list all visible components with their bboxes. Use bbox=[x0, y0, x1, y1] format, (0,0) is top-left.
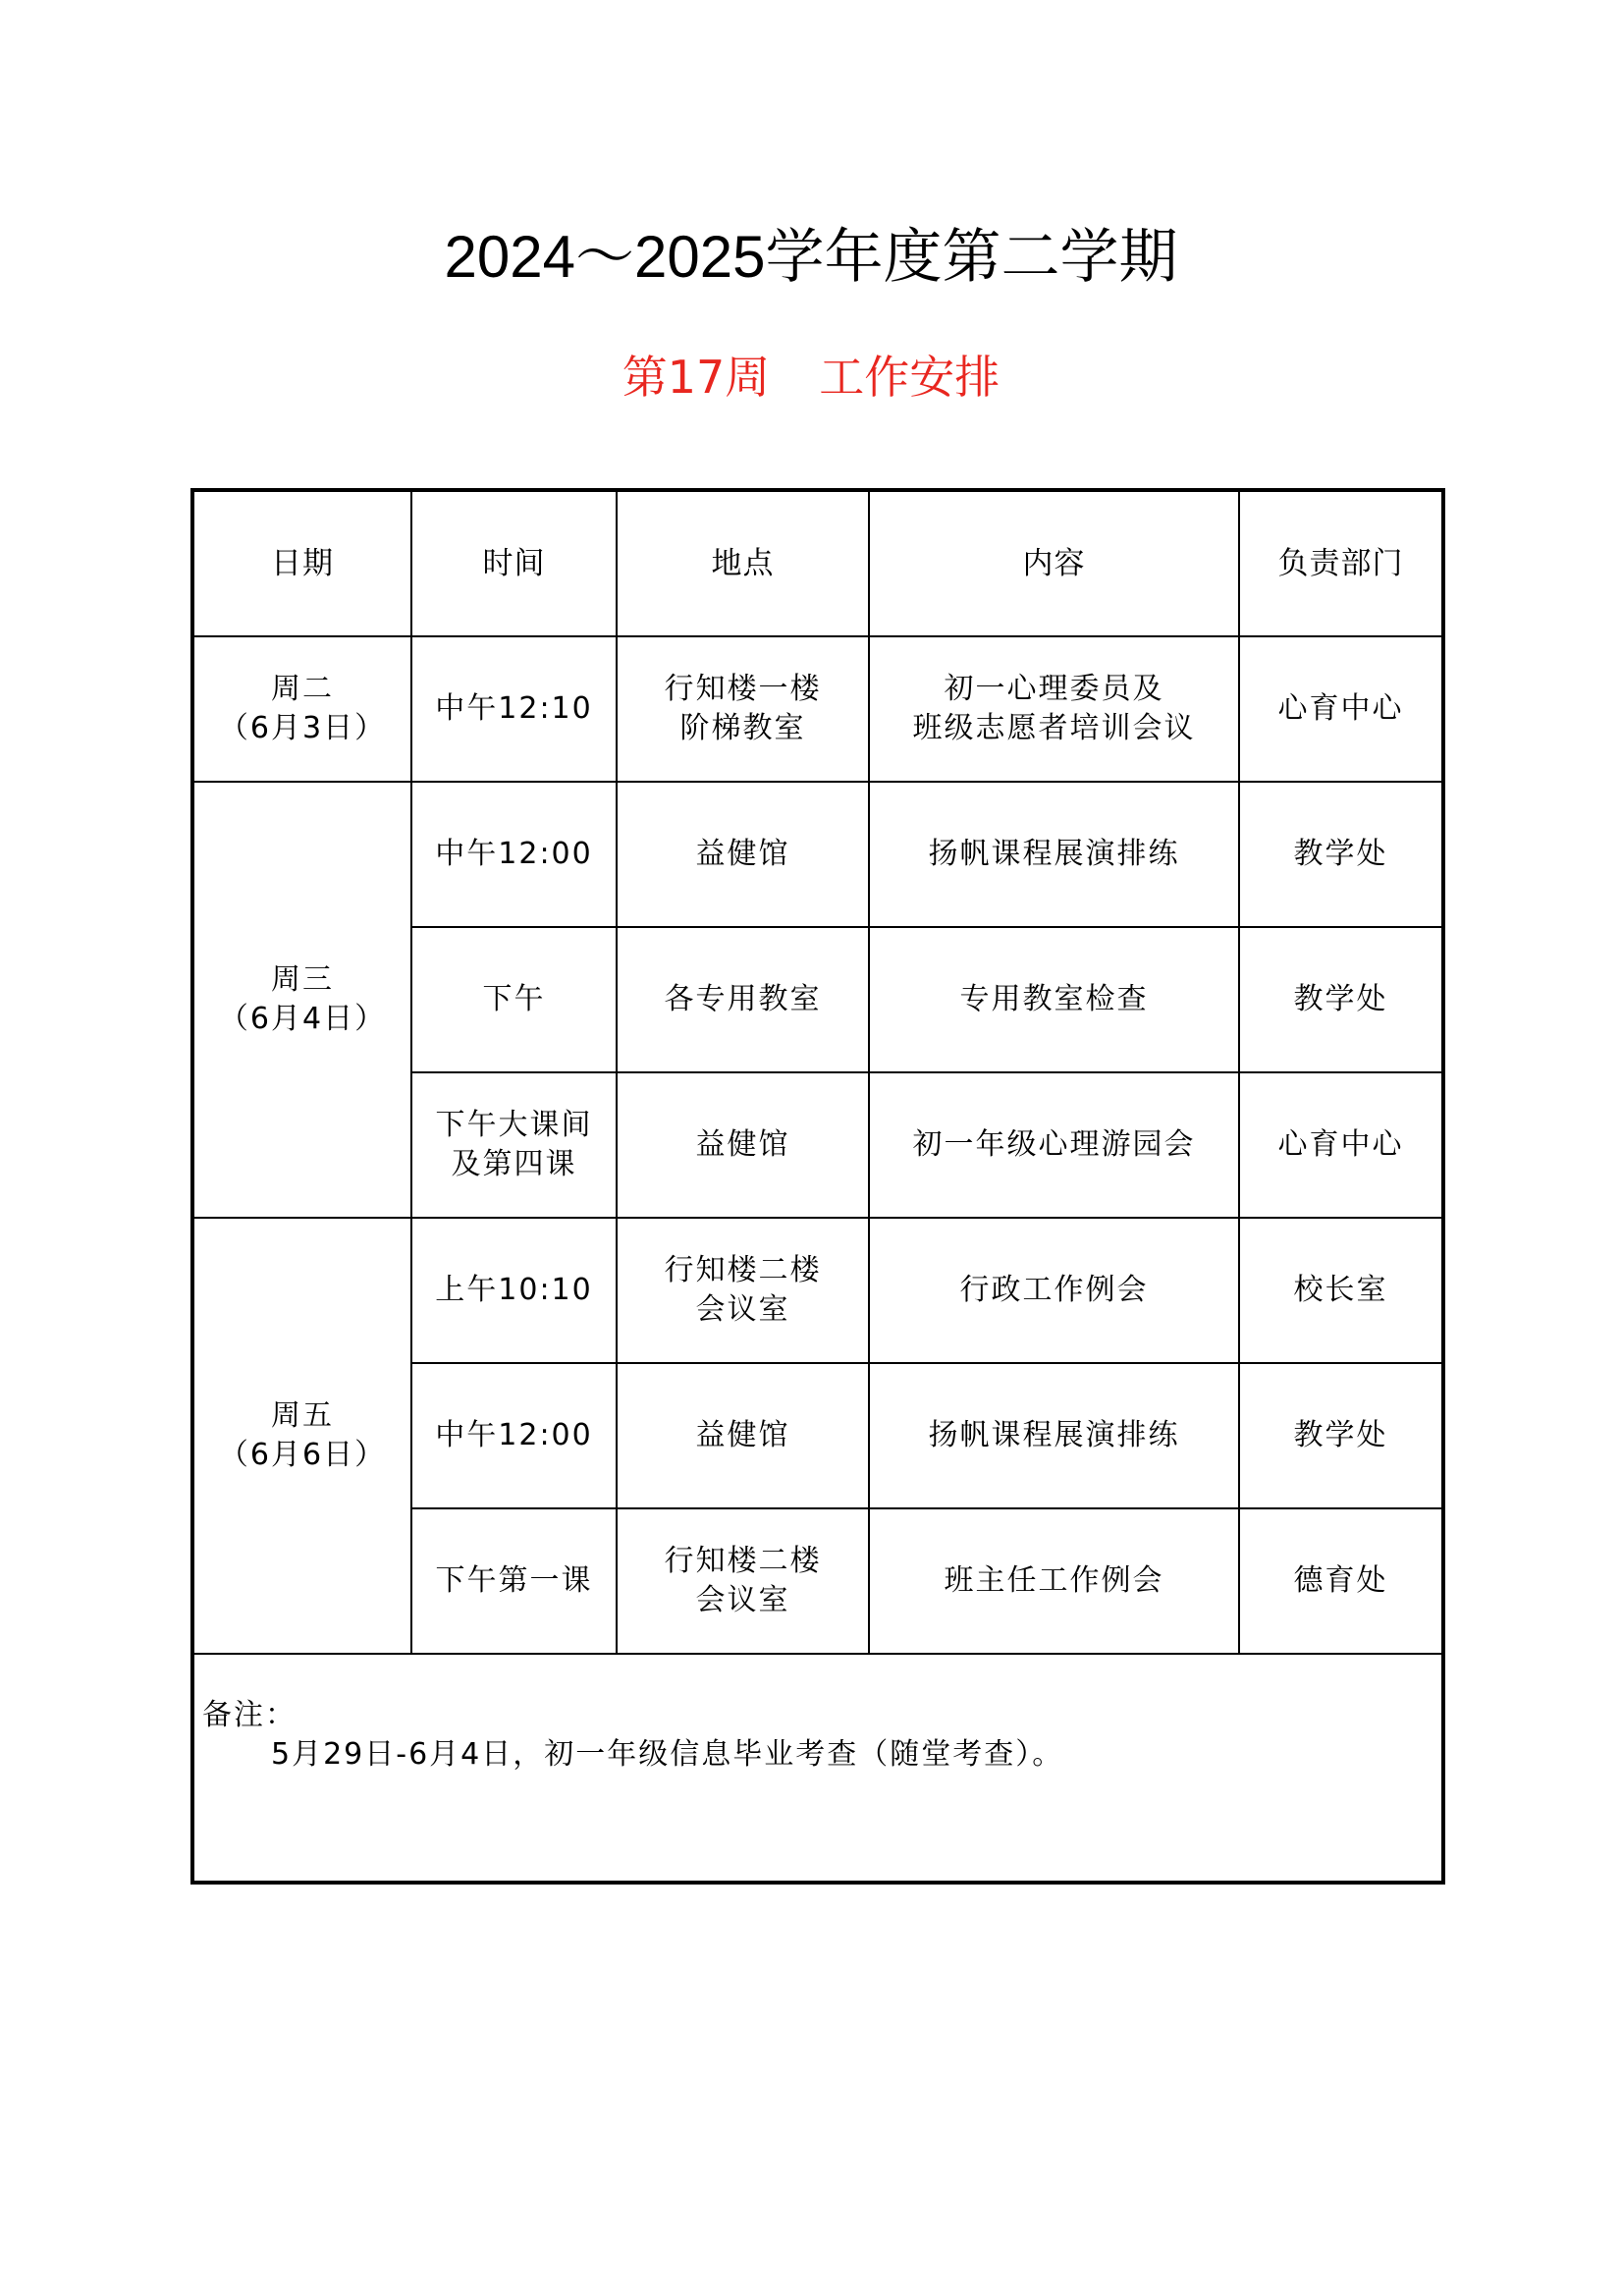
time-text: 及第四课 bbox=[451, 1147, 577, 1181]
day-date: （6月6日） bbox=[218, 1438, 387, 1472]
time-text: 中午12:00 bbox=[435, 1418, 593, 1452]
time-text: 上午10:10 bbox=[435, 1273, 593, 1307]
header-time: 时间 bbox=[411, 490, 617, 636]
content-cell bbox=[869, 636, 1239, 782]
time-cell bbox=[411, 927, 617, 1072]
content-cell bbox=[869, 1072, 1239, 1218]
time-cell bbox=[411, 1363, 617, 1508]
time-cell bbox=[411, 1508, 617, 1654]
header-dept: 负责部门 bbox=[1239, 490, 1443, 636]
page-subtitle bbox=[0, 346, 1622, 409]
date-cell bbox=[192, 636, 411, 782]
place-text: 行知楼二楼 bbox=[664, 1253, 822, 1287]
date-cell bbox=[192, 1218, 411, 1654]
time-cell bbox=[411, 636, 617, 782]
header-content: 内容 bbox=[869, 490, 1239, 636]
place-text: 行知楼一楼 bbox=[664, 672, 822, 706]
content-text: 扬帆课程展演排练 bbox=[928, 1418, 1180, 1452]
time-cell bbox=[411, 1072, 617, 1218]
content-text: 专用教室检查 bbox=[959, 982, 1149, 1016]
place-text: 益健馆 bbox=[695, 1127, 790, 1162]
day-name: 周五 bbox=[271, 1398, 334, 1433]
place-text: 各专用教室 bbox=[664, 982, 822, 1016]
content-cell bbox=[869, 1363, 1239, 1508]
content-text: 初一年级心理游园会 bbox=[912, 1127, 1196, 1162]
day-date: （6月4日） bbox=[218, 1002, 387, 1036]
note-row bbox=[192, 1654, 1443, 1883]
dept-cell: 校长室 bbox=[1239, 1218, 1443, 1363]
content-cell bbox=[869, 782, 1239, 927]
date-cell bbox=[192, 782, 411, 1218]
place-text: 阶梯教室 bbox=[679, 711, 806, 745]
time-text: 下午 bbox=[482, 982, 546, 1016]
header-place: 地点 bbox=[617, 490, 869, 636]
content-cell bbox=[869, 1218, 1239, 1363]
time-text: 下午第一课 bbox=[435, 1563, 593, 1598]
content-text: 班主任工作例会 bbox=[944, 1563, 1164, 1598]
time-text: 下午大课间 bbox=[435, 1108, 593, 1142]
table-row bbox=[192, 636, 1443, 782]
content-cell bbox=[869, 927, 1239, 1072]
header-date: 日期 bbox=[192, 490, 411, 636]
dept-cell: 心育中心 bbox=[1239, 1072, 1443, 1218]
time-cell bbox=[411, 1218, 617, 1363]
dept-cell: 心育中心 bbox=[1239, 636, 1443, 782]
note-cell bbox=[192, 1654, 1443, 1883]
place-cell bbox=[617, 1508, 869, 1654]
place-text: 行知楼二楼 bbox=[664, 1544, 822, 1578]
place-text: 益健馆 bbox=[695, 837, 790, 871]
dept-cell: 教学处 bbox=[1239, 1363, 1443, 1508]
time-text: 中午12:10 bbox=[435, 691, 593, 726]
place-text: 益健馆 bbox=[695, 1418, 790, 1452]
place-cell bbox=[617, 636, 869, 782]
schedule-table bbox=[190, 488, 1445, 1885]
schedule-label: 工作安排 bbox=[819, 351, 1000, 404]
note-text: 5月29日-6月4日，初一年级信息毕业考查（随堂考查）。 bbox=[271, 1737, 1064, 1772]
content-cell bbox=[869, 1508, 1239, 1654]
note-label: 备注： bbox=[202, 1698, 297, 1732]
table-row bbox=[192, 782, 1443, 927]
place-text: 会议室 bbox=[695, 1583, 790, 1617]
dept-cell: 德育处 bbox=[1239, 1508, 1443, 1654]
content-text: 行政工作例会 bbox=[959, 1273, 1149, 1307]
time-text: 中午12:00 bbox=[435, 837, 593, 871]
day-name: 周三 bbox=[271, 962, 334, 997]
place-cell bbox=[617, 1363, 869, 1508]
day-date: （6月3日） bbox=[218, 711, 387, 745]
content-text: 班级志愿者培训会议 bbox=[912, 711, 1196, 745]
page-title: 2024～2025学年度第二学期 bbox=[444, 224, 1178, 290]
table-header-row bbox=[192, 490, 1443, 636]
place-cell bbox=[617, 1072, 869, 1218]
dept-cell: 教学处 bbox=[1239, 782, 1443, 927]
place-cell bbox=[617, 1218, 869, 1363]
dept-cell: 教学处 bbox=[1239, 927, 1443, 1072]
place-text: 会议室 bbox=[695, 1292, 790, 1327]
week-label: 第17周 bbox=[622, 351, 771, 404]
place-cell bbox=[617, 927, 869, 1072]
table-row bbox=[192, 1218, 1443, 1363]
place-cell bbox=[617, 782, 869, 927]
content-text: 初一心理委员及 bbox=[944, 672, 1164, 706]
day-name: 周二 bbox=[271, 672, 334, 706]
content-text: 扬帆课程展演排练 bbox=[928, 837, 1180, 871]
time-cell bbox=[411, 782, 617, 927]
